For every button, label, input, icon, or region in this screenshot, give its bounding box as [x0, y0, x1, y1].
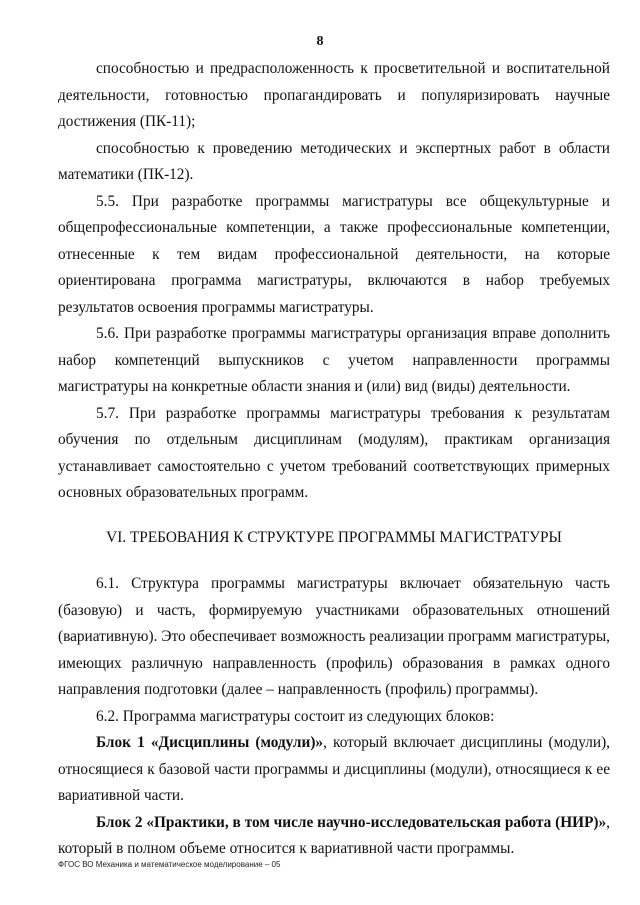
paragraph-pk11: способностью и предрасположенность к просветительной и воспитательной деятельности, готовностью пропагандировать и популяризировать научные достижения (ПК-11); [58, 60, 610, 130]
paragraph-block-2 [58, 810, 610, 863]
paragraph-block-1 [58, 730, 610, 810]
block-2-text: , который в полном объеме относится к вариативной части программы. [58, 813, 610, 857]
document-body [58, 56, 610, 863]
paragraph-6-1: 6.1. Структура программы магистратуры включает обязательную часть (базовую) и часть, формируемую участниками образовательных отношений (вариативную). Это обеспечивает возможность реализации программ магистратуры, имеющих различную направленность (профиль) образования в рамках одного направления подготовки (далее – направленность (профиль) программы). [58, 575, 610, 698]
block-1-title: Блок 1 «Дисциплины (модули)» [96, 734, 324, 751]
paragraph-5-7: 5.7. При разработке программы магистратуры требования к результатам обучения по отдельным дисциплинам (модулям), практикам организация устанавливает самостоятельно с учетом требований соответствующих примерных основных образовательных программ. [58, 404, 610, 501]
block-2-title: Блок 2 «Практики, в том числе научно-исследовательская работа (НИР)» [96, 813, 607, 831]
block-1-text: , который включает дисциплины (модули), относящиеся к базовой части программы и дисциплины (модули), относящиеся к ее вариативной части. [58, 734, 611, 804]
paragraph-pk12: способностью к проведению методических и экспертных работ в области математики (ПК-12). [58, 139, 610, 183]
paragraph-6-2: 6.2. Программа магистратуры состоит из следующих блоков: [96, 707, 495, 725]
section-heading: VI. ТРЕБОВАНИЯ К СТРУКТУРЕ ПРОГРАММЫ МАГИСТРАТУРЫ [106, 528, 562, 546]
paragraph-5-6: 5.6. При разработке программы магистратуры организация вправе дополнить набор компетенций выпускников с учетом направленности программы магистратуры на конкретные области знания и (или) вид (виды) деятельности. [58, 325, 610, 395]
page-number: 8 [316, 34, 324, 49]
paragraph-5-5: 5.5. При разработке программы магистратуры все общекультурные и общепрофессиональные компетенции, а также профессиональные компетенции, отнесенные к тем видам профессиональной деятельности, на которые ориентирована программа магистратуры, включаются в набор требуемых результатов освоения программы магистратуры. [58, 192, 610, 316]
page-footer: ФГОС ВО Механика и математическое моделирование – 05 [58, 860, 281, 869]
